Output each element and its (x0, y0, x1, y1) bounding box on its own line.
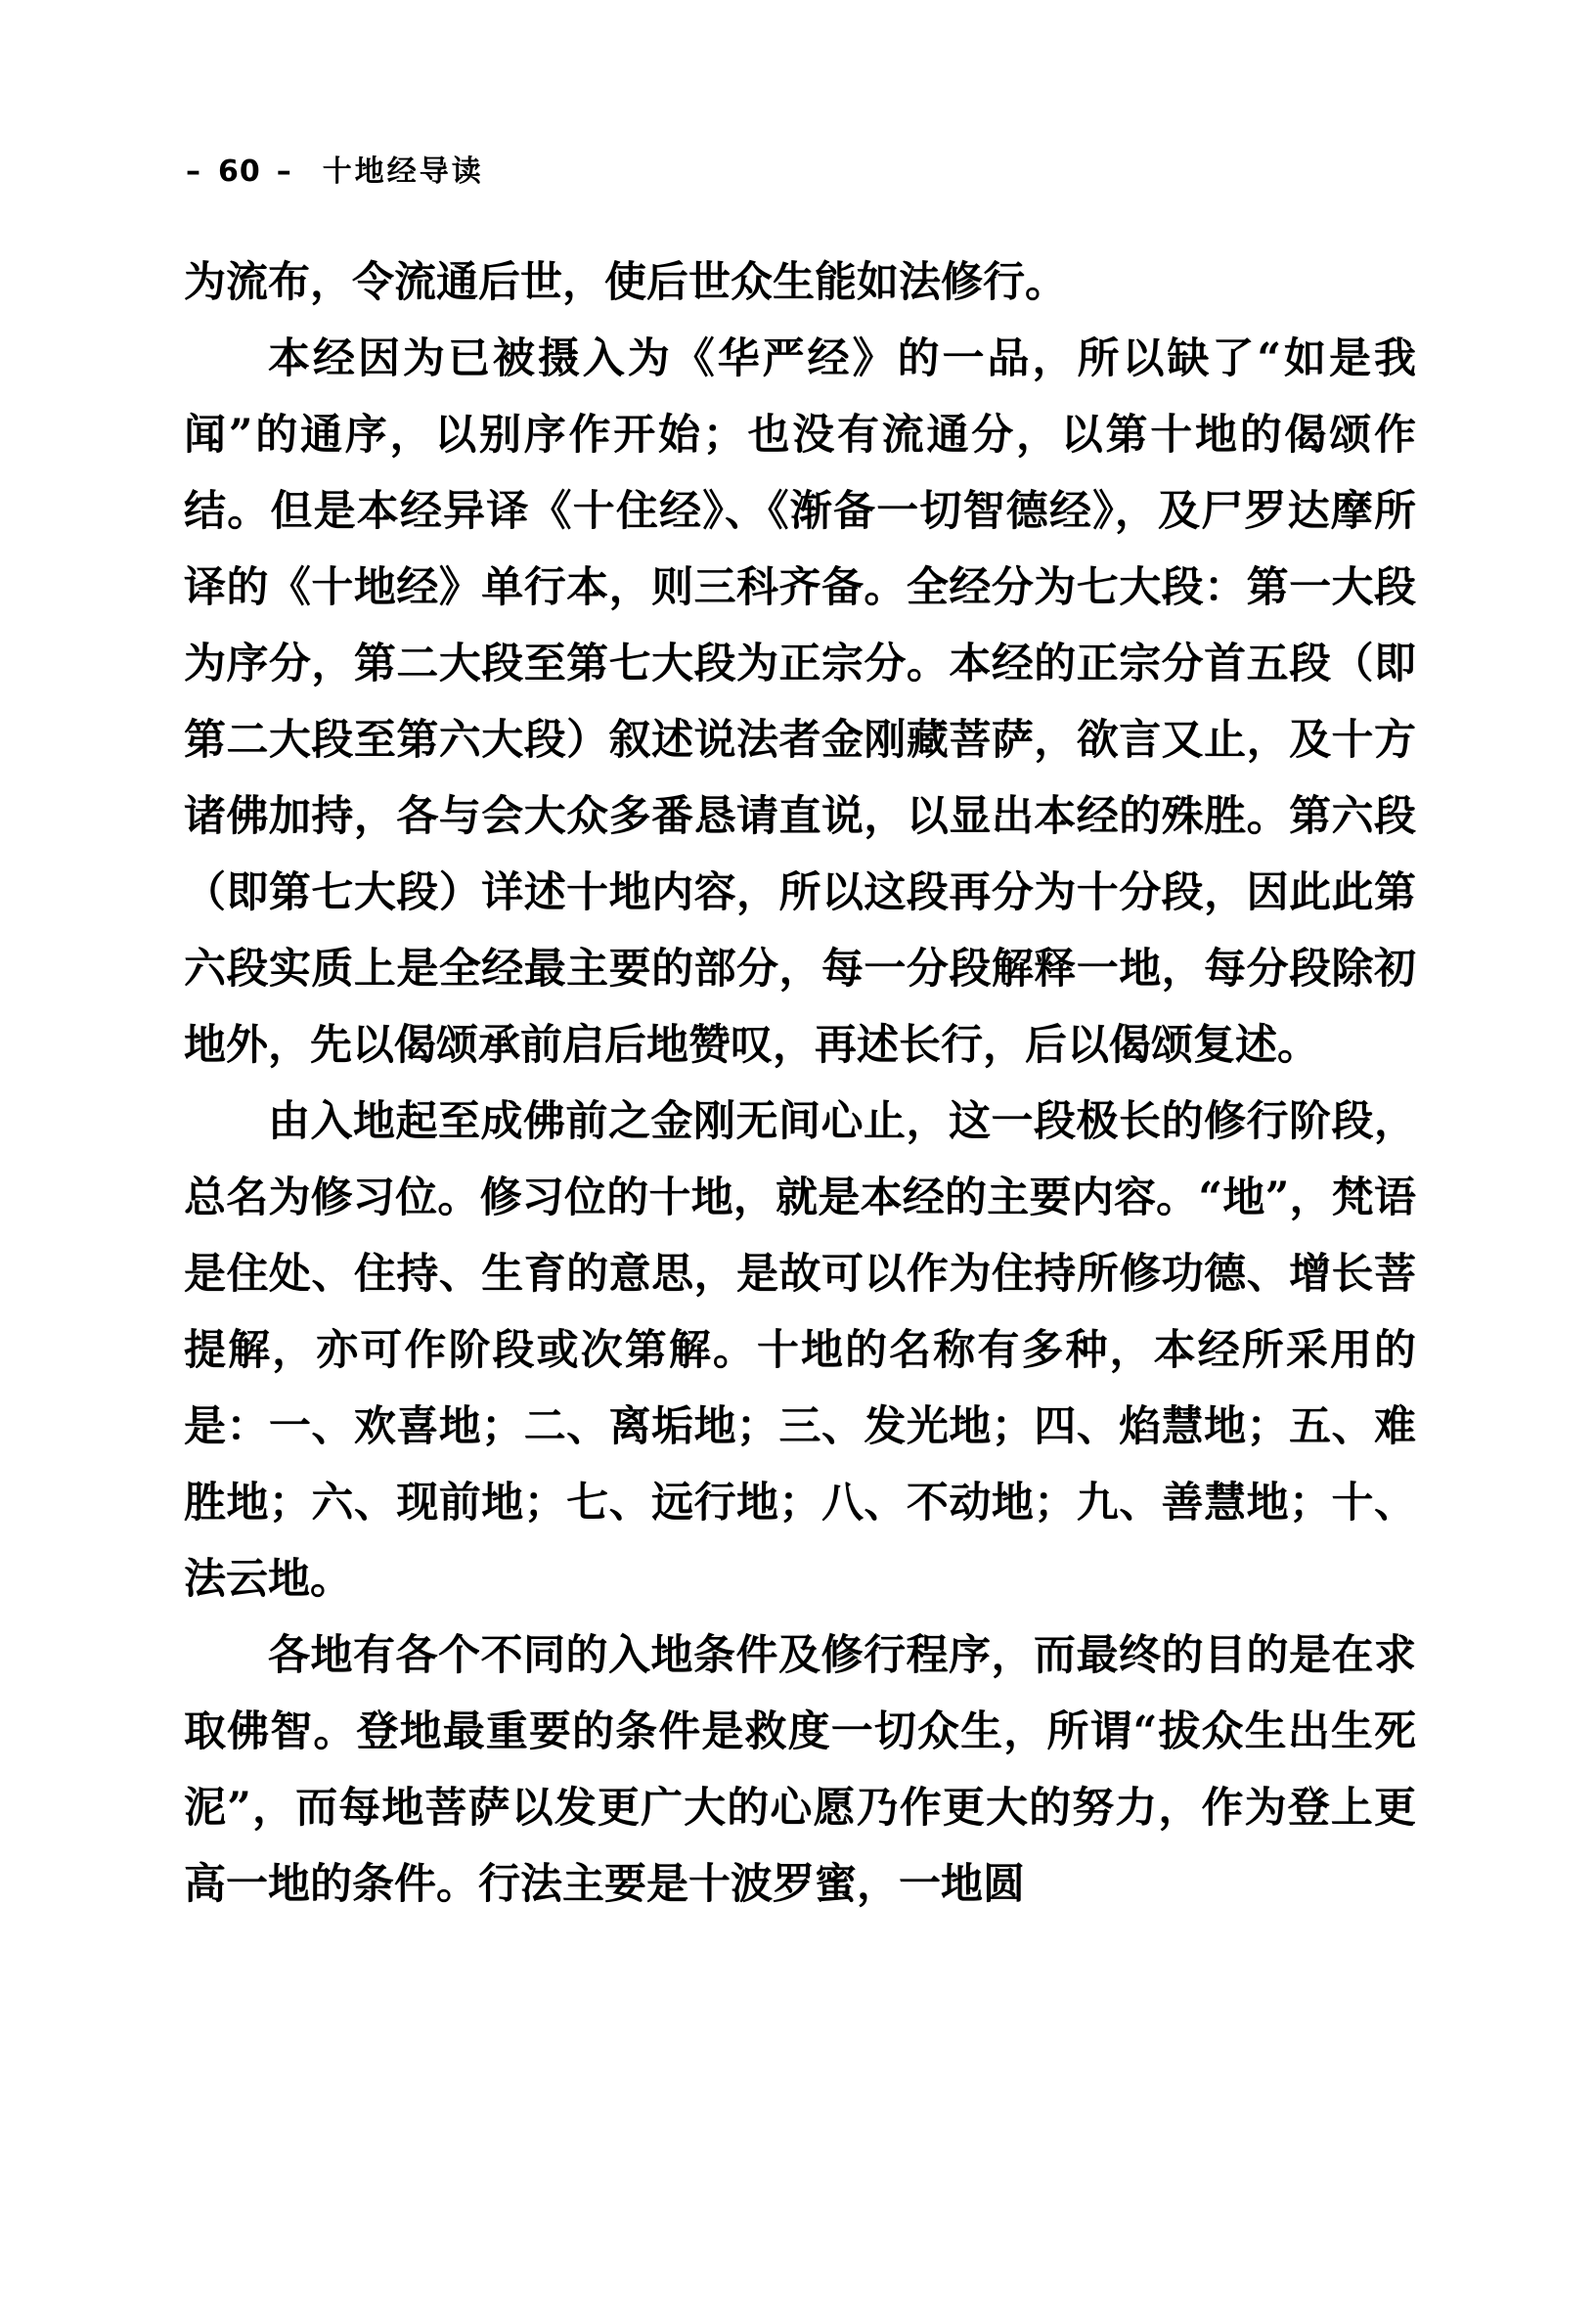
paragraph-1: 为流布，令流通后世，使后世众生能如法修行。 (184, 258, 1067, 307)
page-body (184, 244, 1416, 1923)
header-left-dash: – (186, 155, 202, 189)
paragraph-2: 本经因为已被摄入为《华严经》的一品，所以缺了“如是我闻”的通序，以别序作开始；也没有流通分，以第十地的偈颂作结。但是本经异译《十住经》、《渐备一切智德经》，及尸罗达摩所译的《十地经》单行本，则三科齐备。全经分为七大段：第一大段为序分，第二大段至第七大段为正宗分。本经的正宗分首五段（即第二大段至第六大段）叙述说法者金刚藏菩萨，欲言又止，及十方诸佛加持，各与会大众多番恳请直说，以显出本经的殊胜。第六段（即第七大段）详述十地内容，所以这段再分为十分段，因此此第六段实质上是全经最主要的部分，每一分段解释一地，每分段除初地外，先以偈颂承前启后地赞叹，再述长行，后以偈颂复述。 (184, 334, 1416, 1070)
book-title: 十地经导读 (322, 155, 484, 189)
header-right-dash: – (276, 155, 293, 189)
paragraph-3: 由入地起至成佛前之金刚无间心止，这一段极长的修行阶段，总名为修习位。修习位的十地，就是本经的主要内容。“地”，梵语是住处、住持、生育的意思，是故可以作为住持所修功德、增长菩提解，亦可作阶段或次第解。十地的名称有多种，本经所采用的是：一、欢喜地；二、离垢地；三、发光地；四、焰慧地；五、难胜地；六、现前地；七、远行地；八、不动地；九、善慧地；十、法云地。 (184, 1097, 1416, 1604)
page-header (186, 147, 1408, 190)
page-number: 60 (218, 155, 261, 189)
paragraph-4: 各地有各个不同的入地条件及修行程序，而最终的目的是在求取佛智。登地最重要的条件是救度一切众生，所谓“拔众生出生死泥”，而每地菩萨以发更广大的心愿乃作更大的努力，作为登上更高一地的条件。行法主要是十波罗蜜，一地圆 (184, 1631, 1416, 1909)
